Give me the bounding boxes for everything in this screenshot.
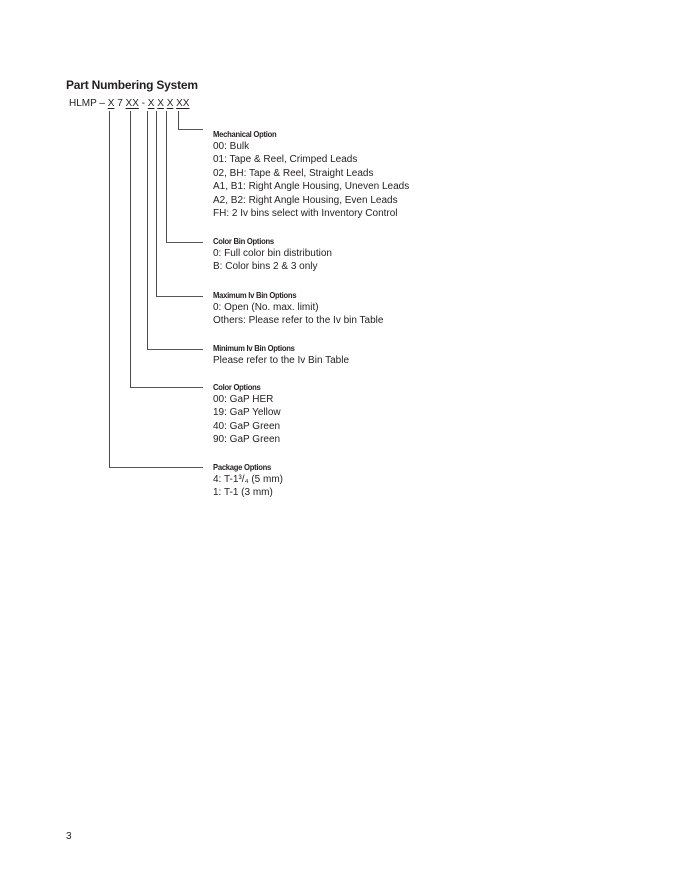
list-item: Others: Please refer to the Iv bin Table [213,315,384,327]
color-options-block [213,381,281,447]
part-color-digits: XX [125,98,139,109]
part-prefix: HLMP – [69,98,105,109]
part-max-iv-digit: X [157,98,164,109]
color-bin-options-block [213,235,332,274]
connector-min-iv [148,111,204,350]
list-item: 40: GaP Green [213,420,281,432]
list-item: A1, B1: Right Angle Housing, Uneven Leads [213,181,410,193]
min-iv-bin-options-block [213,342,349,367]
color-options-heading: Color Options [213,382,261,392]
package-options-block [213,461,283,500]
list-item: FH: 2 Iv bins select with Inventory Control [213,208,398,220]
list-item: 01: Tape & Reel, Crimped Leads [213,154,358,166]
part-dash: - [141,98,145,109]
connector-max-iv [157,111,204,297]
package-options-heading: Package Options [213,462,272,472]
page-number: 3 [66,831,72,842]
min-iv-bin-options-heading: Minimum Iv Bin Options [213,343,295,353]
connector-mechanical [179,111,204,130]
section-title: Part Numbering System [66,78,198,92]
list-item: 00: Bulk [213,141,250,152]
list-item: B: Color bins 2 & 3 only [213,261,318,273]
max-iv-bin-options-block [213,289,383,328]
max-iv-bin-options-heading: Maximum Iv Bin Options [213,290,297,300]
list-item: 02, BH: Tape & Reel, Straight Leads [213,167,374,179]
list-item: 4: T-1³/₄ (5 mm) [213,474,284,485]
list-item: Please refer to the Iv Bin Table [213,355,350,366]
part-color-bin-digit: X [166,98,174,109]
mechanical-option-heading: Mechanical Option [213,129,277,139]
list-item: 90: GaP Green [213,434,281,446]
list-item: 0: Full color bin distribution [213,248,332,259]
part-mechanical-digits: XX [176,98,190,109]
list-item: 19: GaP Yellow [213,407,281,419]
list-item: 1: T-1 (3 mm) [213,487,273,499]
list-item: 00: GaP HER [213,394,274,405]
connector-color-bin [167,111,204,243]
part-min-iv-digit: X [147,98,155,109]
color-bin-options-heading: Color Bin Options [213,236,274,246]
list-item: A2, B2: Right Angle Housing, Even Leads [213,194,398,206]
mechanical-option-block [213,128,409,220]
part-package-digit: X [107,98,115,109]
list-item: 0: Open (No. max. limit) [213,302,319,313]
part-fixed-digit: 7 [117,98,123,109]
